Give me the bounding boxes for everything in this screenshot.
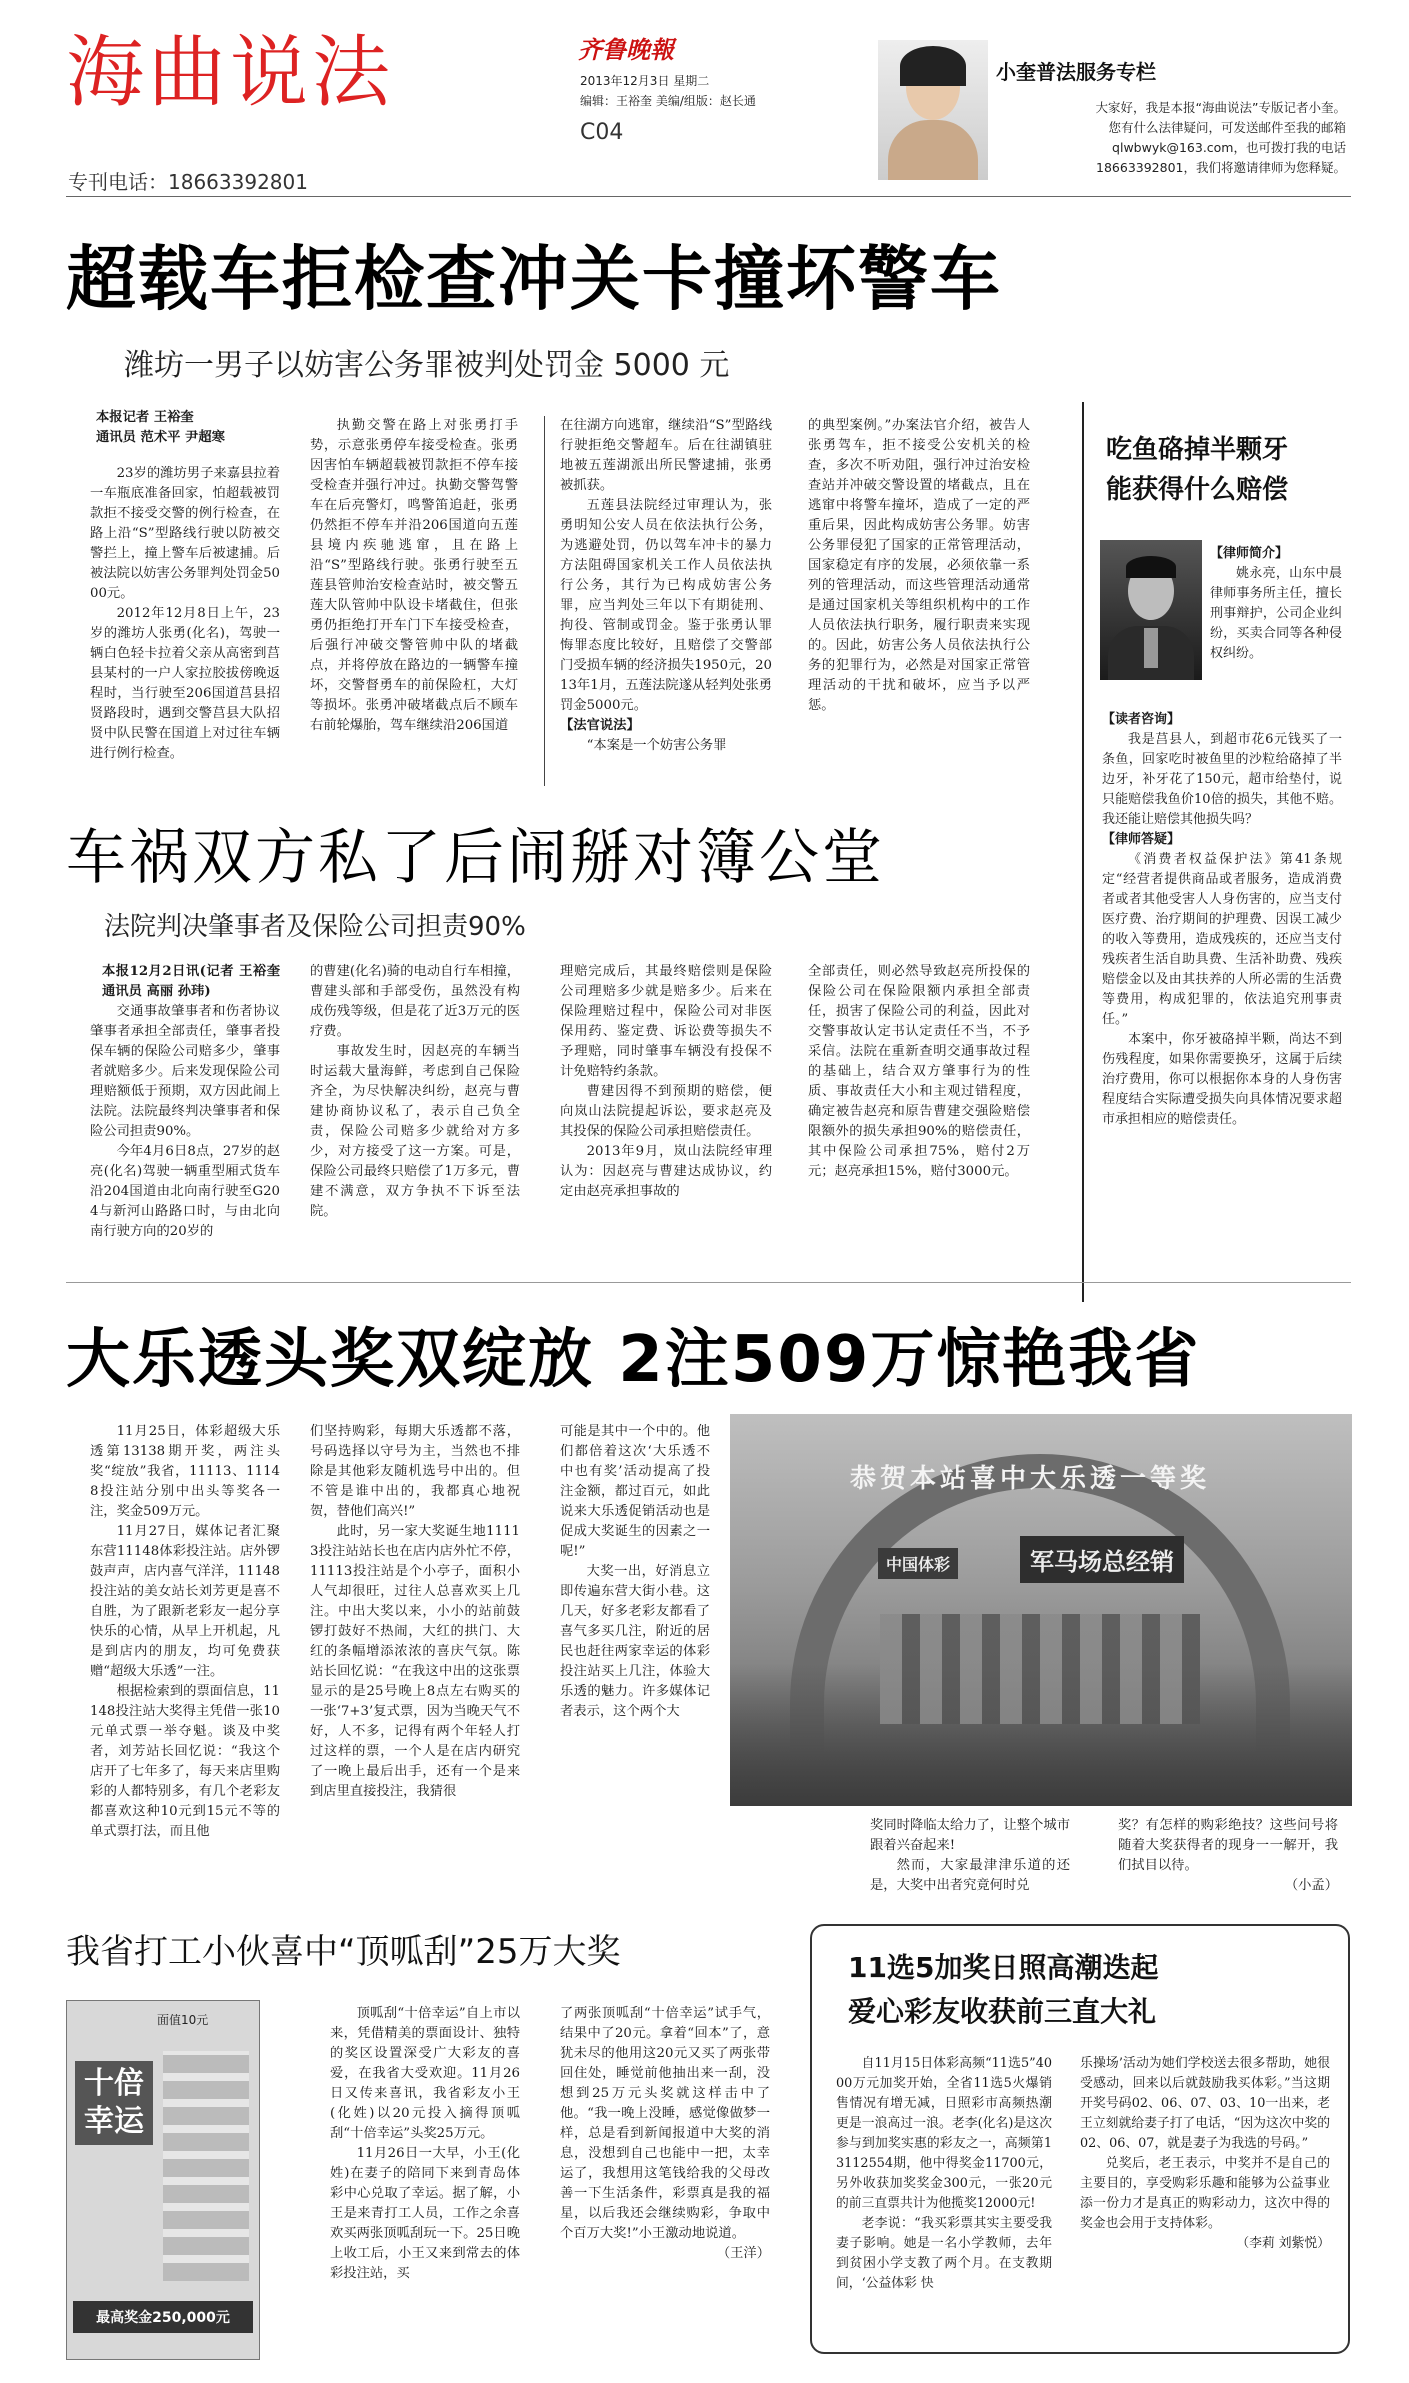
article1-col4: 的典型案例。”办案法官介绍，被告人张勇驾车，拒不接受公安机关的检查，多次不听劝阻，强行冲过治安检查站并冲破交警设置的堵截点，且在逃窜中将警车撞坏，造成了一定的严重后果，因此构成妨害公务罪。妨害公务罪侵犯了国家的正常管理活动，国家稳定有序的发展，必须依靠一系列的管理活动，而这些管理活动通常是通过国家机关等组织机构中的工作人员依法执行职务，履行职责来实现的。因此，妨害公务人员依法执行公务的犯罪行为，必然是对国家正常管理活动的干扰和破坏，应当予以严惩。 [808,418,1030,713]
page-number: C04 [580,120,624,145]
reporter-portrait [878,40,988,180]
article1-col3: 在往湖方向逃窜，继续沿“S”型路线行驶拒绝交警超车。后在往湖镇驻地被五莲湖派出所民警逮捕，张勇被抓获。 五莲县法院经过审理认为，张勇明知公安人员在依法执行公务，为逃避处罚，仍以驾车冲卡的暴力方法阻碍国家机关工作人员依法执行公务，其行为已构成妨害公务罪，应当判处三年以下有期徒刑、拘役、管制或罚金。鉴于张勇认罪悔罪态度比较好，且赔偿了交警部门受损车辆的经济损失1950元，2013年1月，五莲法院遂从轻判处张勇罚金5000元。 【法官说法】 “本案是一个妨害公务罪 [560,418,772,753]
article3-col3: 可能是其中一个中的。他们都倍着这次‘大乐透不中也有奖’活动提高了投注金额，都过百元，如此说来大乐透促销活动也是促成大奖诞生的因素之一呢!” 大奖一出，好消息立即传遍东营大街小巷。这几天，好多老彩友都看了喜气多买几注，附近的居民也赶往两家幸运的体彩投注站买上几注，体验大乐透的魅力。许多媒体记者表示，这个两个大 [560,1424,710,1719]
article1-headline: 超载车拒检查冲关卡撞坏警车 [66,238,1002,320]
article1-divider [544,416,545,786]
article2-col1: 本报12月2日讯(记者 王裕奎 通讯员 高丽 孙玮) 交通事故肇事者和伤者协议肇事者承担全部责任，肇事者投保车辆的保险公司赔多少，肇事者就赔多少。后来发现保险公司理赔额低于预期，双方因此闹上法院。法院最终判决肇事者和保险公司担责90%。 今年4月6日8点，27岁的赵亮(化名)驾驶一辆重型厢式货车沿204国道由北向南行驶至G204与新河山路路口时，与由北向南行驶方向的20岁的 [90,964,280,1239]
article2-col4: 全部责任，则必然导致赵亮所投保的保险公司在保险限额内承担全部责任，损害了保险公司的利益，因此对交警事故认定书认定责任不当，不予采信。法院在重新查明交通事故过程的基础上，结合双方肇事行为的性质、事故责任大小和主观过错程度，确定被告赵亮和原告曹建交强险赔偿限额外的损失承担90%的赔偿责任，其中保险公司承担75%，赔付2万元；赵亮承担15%，赔付3000元。 [808,964,1030,1179]
ticket-brand: 十倍幸运 [75,2061,153,2145]
editor-credit: 编辑：王裕奎 美编/组版：赵长通 [580,94,756,108]
photo-sign: 军马场总经销 [1020,1536,1184,1583]
article3-col1: 11月25日，体彩超级大乐透第13138期开奖，两注头奖“绽放”我省，11113、11148投注站分别中出头等奖各一注，奖金509万元。 11月27日，媒体记者汇聚东营11148体彩投注站。店外锣鼓声声，店内喜气洋洋，11148投注站的美女站长刘芳更是喜不自胜，为了跟新老彩友一起分享快乐的心情，从早上开机起，凡是到店内的朋友，均可免费获赠“超级大乐透”一注。 根据检索到的票面信息，11148投注站大奖得主凭借一张10元单式票一举夺魁。谈及中奖者，刘芳站长回忆说：“我这个店开了七年多了，每天来店里购彩的人都特别多，有几个老彩友都喜欢这种10元到15元不等的单式票打法，而且他 [90,1424,280,1839]
article2-col3: 理赔完成后，其最终赔偿则是保险公司理赔多少就是赔多少。后来在保险理赔过程中，保险公司对非医保用药、鉴定费、诉讼费等损失不予理赔，同时肇事车辆没有投保不计免赔特约条款。 曹建因得不到预期的赔偿，便向岚山法院提起诉讼，要求赵亮及其投保的保险公司承担赔偿责任。 2013年9月，岚山法院经审理认为：因赵亮与曹建达成协议，约定由赵亮承担事故的 [560,964,772,1199]
article5-headline: 11选5加奖日照高潮迭起 爱心彩友收获前三直大礼 [848,1951,1159,2028]
photo-banner: 恭贺本站喜中大乐透一等奖 [850,1464,1211,1494]
article1-col1: 本报记者 王裕奎 通讯员 范术平 尹超寒 23岁的潍坊男子来嘉县拉着一车瓶底准备回家，怕超载被罚款拒不接受交警的例行检查，在路上沿“S”型路线行驶以防被交警拦上，撞上警车后被逮捕。后被法院以妨害公务罪判处罚金5000元。 2012年12月8日上午，23岁的潍坊人张勇(化名)，驾驶一辆白色轻卡拉着父亲从高密到莒县某村的一户人家拉胶拔傍晚返程时，当行驶至206国道莒县招贤路段时，遇到交警莒县大队招贤中队民警在国道上对过往车辆进行例行检查。 [90,410,280,761]
article4-col1: 顶呱刮“十倍幸运”自上市以来，凭借精美的票面设计、独特的奖区设置深受广大彩友的喜爱，在我省大受欢迎。11月26日又传来喜讯，我省彩友小王(化姓)以20元投入摘得顶呱刮“十倍幸运”头奖25万元。 11月26日一大早，小王(化姓)在妻子的陪同下来到青岛体彩中心兑取了幸运。据了解，小王是来青打工人员，工作之余喜欢买两张顶呱刮玩一下。25日晚上收工后，小王又来到常去的体彩投注站，买 [330,2006,520,2281]
hotline: 专刊电话：18663392801 [68,170,308,194]
photo-shop-sign: 中国体彩 [878,1548,958,1579]
article2-col2: 的曹建(化名)骑的电动自行车相撞，曹建头部和手部受伤，虽然没有构成伤残等级，但是花了近3万元的医疗费。 事故发生时，因赵亮的车辆当时运载大量海鲜，考虑到自己保险齐全，为尽快解决纠纷，赵亮与曹建协商协议私了，表示自己负全责，保险公司赔多少就给对方多少，对方接受了这一方案。可是，保险公司最终只赔偿了1万多元，曹建不满意，双方争执不下诉至法院。 [310,964,520,1219]
scratch-ticket-image [66,2000,260,2360]
article2-subhead: 法院判决肇事者及保险公司担责90% [104,912,526,942]
article4-col2: 了两张顶呱刮“十倍幸运”试手气，结果中了20元。拿着“回本”了，意犹未尽的他用这20元又买了两张带回住处，睡觉前他抽出来一刮，没想到25万元头奖就这样击中了他。“我一晚上没睡，感觉像做梦一样，总是看到新闻报道中大奖的消息，没想到自己也能中一把，太幸运了，我想用这笔钱给我的父母改善一下生活条件，彩票真是我的福星，以后我还会继续购彩，争取中个百万大奖!”小王激动地说道。 （王洋） [560,2006,770,2261]
sidebar-border [1082,402,1084,1302]
column-intro: 大家好，我是本报“海曲说法”专版记者小奎。 您有什么法律疑问，可发送邮件至我的邮箱 qlwbwyk@163.com，也可拨打我的电话 18663392801，我们将邀请律师为您释疑。 [1095,100,1346,175]
lawyer-intro: 【律师简介】 姚永亮，山东中晨律师事务所主任，擅长刑事辩护，公司企业纠纷，买卖合同等各种侵权纠纷。 [1210,546,1342,661]
issue-date: 2013年12月3日 星期二 [580,74,710,88]
masthead-rule [66,196,1351,197]
article3-headline: 大乐透头奖双绽放 2注509万惊艳我省 [66,1323,1201,1397]
column-title: 小奎普法服务专栏 [996,60,1156,84]
article3-col2: 们坚持购彩，每期大乐透都不落，号码选择以守号为主，当然也不排除是其他彩友随机选号中出的。但不管是谁中出的，我都真心地祝贺，替他们高兴!” 此时，另一家大奖诞生地11113投注站站长也在店内店外忙不停，11113投注站是个小亭子，面积小人气却很旺，过往人总喜欢买上几注。中出大奖以来，小小的站前鼓锣打鼓好不热闹，大红的拱门、大红的条幅增添浓浓的喜庆气氛。陈站长回忆说：“在我这中出的这张票显示的是25号晚上8点左右购买的一张‘7+3’复式票，因为当晚天气不好，人不多，记得有两个年轻人打过这样的票，一个人是在店内研究了一晚上最后出手，还有一个是来到店里直接投注，我猜很 [310,1424,520,1799]
article4-headline: 我省打工小伙喜中“顶呱刮”25万大奖 [66,1932,621,1972]
article1-col2: 执勤交警在路上对张勇打手势，示意张勇停车接受检查。张勇因害怕车辆超载被罚款拒不停车接受检查并强行冲过。执勤交警驾警车在后亮警灯，鸣警笛追赶，张勇仍然拒不停车并沿206国道向五莲县境内疾驰逃窜，且在路上沿“S”型路线行驶。张勇行驶至五莲县管帅治安检查站时，被交警五莲大队管帅中队设卡堵截住，但张勇仍拒绝打开车门下车接受检查，后强行冲破交警管帅中队的堵截点，并将停放在路边的一辆警车撞坏，交警督勇车的前保险杠，大灯等损坏。张勇冲破堵截点后不顾车右前轮爆胎，驾车继续沿206国道 [310,418,518,733]
article5-col2: 乐操场’活动为她们学校送去很多帮助，她很受感动，回来以后就鼓励我买体彩。”当这期开奖号码02、06、07、03、10一出来，老王立刻就给妻子打了电话，“因为这次中奖的02、06、07，就是妻子为我选的号码。” 兑奖后，老王表示，中奖并不是自己的主要目的，享受购彩乐趣和能够为公益事业添一份力才是真正的购彩动力，这次中得的奖金也会用于支持体彩。 （李莉 刘紫悦） [1080,2056,1330,2251]
article5-col1: 自11月15日体彩高频“11选5”4000万元加奖开始，全省11选5火爆销售情况有增无减，日照彩市高频热潮更是一浪高过一浪。老李(化名)是这次参与到加奖实惠的彩友之一，高频第13112554期，他中得奖金11700元，另外收获加奖奖金300元，一张20元的前三直票共计为他揽奖12000元! 老李说：“我买彩票其实主要受我妻子影响。她是一名小学教师，去年到贫困小学支教了两个月。在支教期间，‘公益体彩 快 [836,2056,1052,2291]
article3-col5: 奖？有怎样的购彩绝技？这些问号将随着大奖获得者的现身一一解开，我们拭目以待。 （小孟） [1118,1818,1338,1893]
article3-col4: 奖同时降临太给力了，让整个城市跟着兴奋起来! 然而，大家最津津乐道的还是，大奖中出者究竟何时兑 [870,1818,1070,1893]
article2-headline: 车祸双方私了后闹掰对簿公堂 [66,823,885,893]
sidebar-title: 吃鱼硌掉半颗牙 能获得什么赔偿 [1106,435,1289,505]
article1-subhead: 潍坊一男子以妨害公务罪被判处罚金 5000 元 [124,348,730,383]
section-title: 海曲说法 [66,28,395,118]
lottery-celebration-photo [730,1414,1352,1806]
paper-logo: 齐鲁晚報 [578,35,674,64]
section-rule [66,1282,1351,1283]
ticket-top-prize: 最高奖金250,000元 [73,2301,253,2333]
ticket-price: 面值10元 [157,2013,209,2027]
lawyer-photo [1100,540,1202,680]
reader-question: 【读者咨询】 我是莒县人，到超市花6元钱买了一条鱼，回家吃时被鱼里的沙粒给硌掉了半边牙，补牙花了150元，超市给垫付，说只能赔偿我鱼价10倍的损失，其他不赔。我还能让赔偿其他损失吗？ 【律师答疑】 《消费者权益保护法》第41条规定“经营者提供商品或者服务，造成消费者或者其他受害人人身伤害的，应当支付医疗费、治疗期间的护理费、因误工减少的收入等费用，造成残疾的，还应当支付残疾者生活自助具费、生活补助费、残疾赔偿金以及由其扶养的人所必需的生活费等费用，构成犯罪的，依法追究刑事责任。” 本案中，你牙被硌掉半颗，尚达不到伤残程度，如果你需要换牙，这属于后续治疗费用，你可以根据你本身的人身伤害程度结合实际遭受损失向具体情况要求超市承担相应的赔偿责任。 [1102,712,1342,1127]
